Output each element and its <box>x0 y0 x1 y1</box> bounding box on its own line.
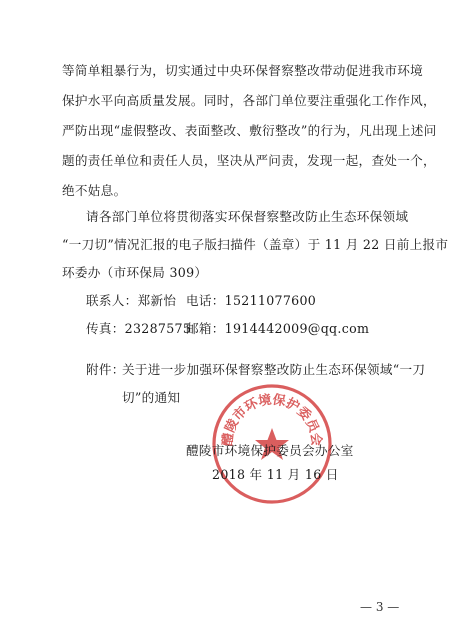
seal-text: 醴陵市环境保护委员会 <box>220 392 324 447</box>
paragraph-1-line-1: 等简单粗暴行为，切实通过中央环保督察整改带动促进我市环境 <box>62 63 424 78</box>
issuing-office: 醴陵市环境保护委员会办公室 <box>186 443 354 458</box>
paragraph-1-line-4: 题的责任单位和责任人员，坚决从严问责，发现一起，查处一个， <box>62 153 436 168</box>
contact-person: 联系人：郑新怡 <box>86 293 177 308</box>
contact-email: 邮箱：1914442009@qq.com <box>186 321 370 336</box>
paragraph-1-line-2: 保护水平向高质量发展。同时，各部门单位要注重强化工作作风， <box>62 93 436 108</box>
issue-date: 2018 年 11 月 16 日 <box>212 467 339 482</box>
paragraph-2-line-3: 环委办（市环保局 309） <box>62 265 208 280</box>
page-number: — 3 — <box>360 600 400 614</box>
contact-fax: 传真：23287575 <box>86 321 192 336</box>
attachment-title-line-1: 关于进一步加强环保督察整改防止生态环保领域“一刀 <box>122 362 426 377</box>
paragraph-2-line-2: “一刀切”情况汇报的电子版扫描件（盖章）于 11 月 22 日前上报市 <box>62 237 449 252</box>
attachment-title-line-2: 切”的通知 <box>122 390 181 405</box>
paragraph-1-line-3: 严防出现“虚假整改、表面整改、敷衍整改”的行为，凡出现上述问 <box>62 123 437 138</box>
paragraph-2-line-1: 请各部门单位将贯彻落实环保督察整改防止生态环保领域 <box>86 209 409 224</box>
contact-phone: 电话：15211077600 <box>186 293 317 308</box>
attachment-label: 附件： <box>86 362 125 377</box>
paragraph-1-line-5: 绝不姑息。 <box>62 183 127 198</box>
